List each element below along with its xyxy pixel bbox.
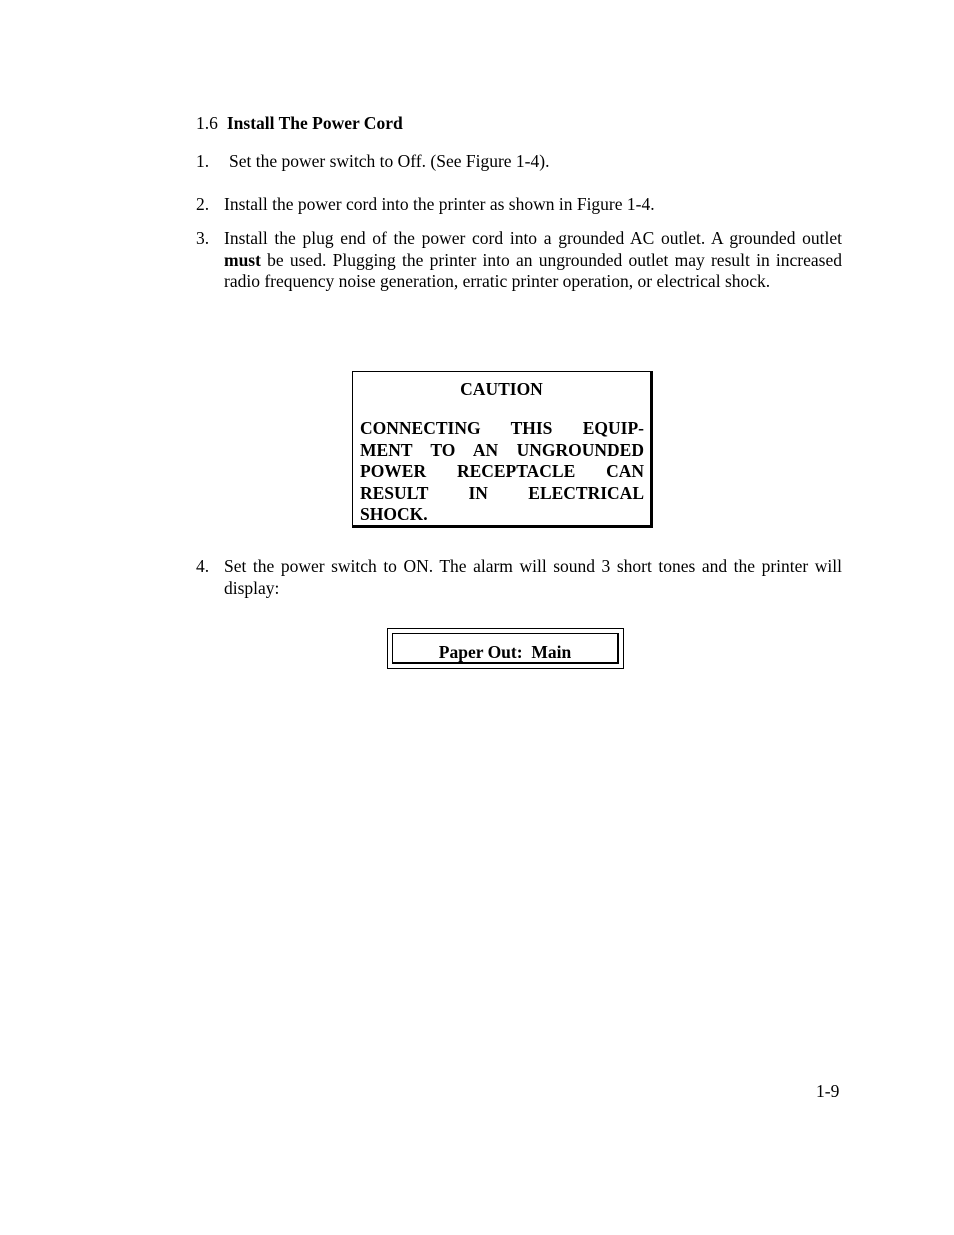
step-number: 4. <box>196 556 210 576</box>
step-text: Install the power cord into the printer as shown in Figure 1-4. <box>224 194 655 214</box>
caution-line: SHOCK. <box>360 504 428 524</box>
caution-box <box>352 371 653 528</box>
step-text-part: be used. Plugging the printer into an ungrounded outlet may result in increased radio frequency noise generation, erratic printer operation, or electrical shock. <box>224 249 842 291</box>
caution-line: CONNECTING THIS EQUIP- <box>360 418 644 438</box>
emphasis-must: must <box>224 249 261 270</box>
step-3 <box>196 228 842 293</box>
step-text: Set the power switch to ON. The alarm will sound 3 short tones and the printer will display: <box>224 556 842 598</box>
caution-line: MENT TO AN UNGROUNDED <box>360 439 644 460</box>
section-title: Install The Power Cord <box>226 113 403 133</box>
printer-display-frame <box>392 633 619 664</box>
caution-message <box>360 418 644 526</box>
step-number: 1. <box>196 151 210 171</box>
step-text-part: Install the plug end of the power cord into a grounded AC outlet. A grounded outlet <box>224 228 842 248</box>
step-4 <box>196 556 842 599</box>
section-heading <box>196 113 403 134</box>
caution-line: RESULT IN ELECTRICAL <box>360 482 644 503</box>
step-text: Set the power switch to Off. (See Figure 1-4). <box>229 151 550 171</box>
caution-title: CAUTION <box>460 379 543 399</box>
step-text <box>224 228 842 293</box>
step-2 <box>196 194 842 216</box>
step-number: 3. <box>196 228 210 248</box>
page-number: 1-9 <box>816 1081 840 1101</box>
printer-display <box>387 628 624 669</box>
caution-line: POWER RECEPTACLE CAN <box>360 461 644 481</box>
section-number: 1.6 <box>196 113 218 133</box>
step-1 <box>196 151 842 173</box>
printer-display-message: Paper Out: Main <box>438 642 572 662</box>
step-number: 2. <box>196 194 210 214</box>
